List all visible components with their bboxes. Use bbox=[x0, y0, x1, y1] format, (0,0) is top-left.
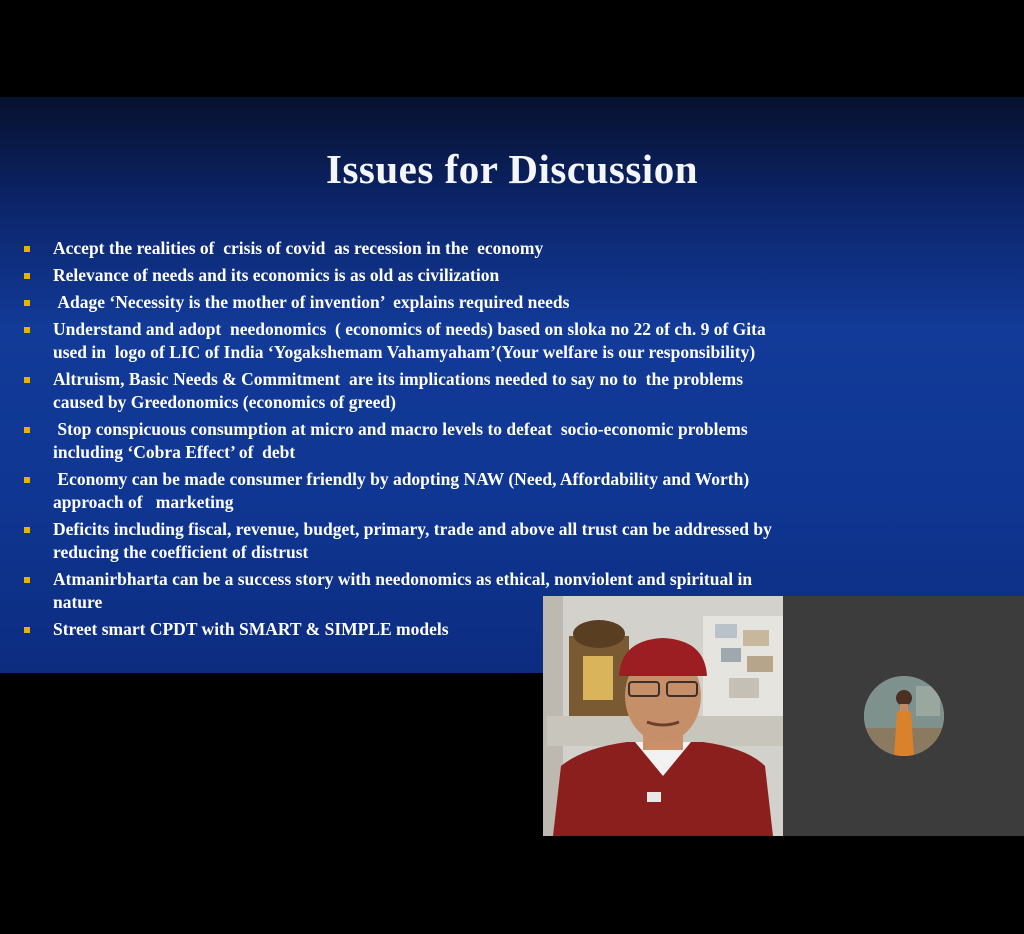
bullet-marker bbox=[24, 527, 30, 533]
bullet-text: Stop conspicuous consumption at micro and macro levels to defeat socio-economic problems including ‘Cobra Effect’ of debt bbox=[53, 419, 748, 462]
list-item bbox=[22, 468, 1012, 514]
bullet-marker bbox=[24, 627, 30, 633]
bullet-text: Economy can be made consumer friendly by adopting NAW (Need, Affordability and Worth) approach of marketing bbox=[53, 469, 750, 512]
list-item bbox=[22, 318, 1012, 364]
bullet-marker bbox=[24, 477, 30, 483]
speaker-video-tile[interactable] bbox=[543, 596, 783, 836]
list-item bbox=[22, 368, 1012, 414]
participant-avatar bbox=[864, 676, 944, 756]
speaker-video-feed bbox=[543, 596, 783, 836]
bullet-text: Adage ‘Necessity is the mother of invention’ explains required needs bbox=[53, 292, 570, 312]
participant-video-tile[interactable] bbox=[783, 596, 1024, 836]
bullet-text: Accept the realities of crisis of covid as recession in the economy bbox=[53, 238, 544, 258]
bullet-text: Relevance of needs and its economics is as old as civilization bbox=[53, 265, 500, 285]
bullet-marker bbox=[24, 427, 30, 433]
slide-title: Issues for Discussion bbox=[326, 146, 698, 192]
bullet-text: Deficits including fiscal, revenue, budget, primary, trade and above all trust can be addressed by reducing the coefficient of distrust bbox=[53, 519, 772, 562]
bullet-marker bbox=[24, 377, 30, 383]
presentation-slide bbox=[0, 97, 1024, 673]
bullet-marker bbox=[24, 300, 30, 306]
bullet-marker bbox=[24, 577, 30, 583]
bullet-marker bbox=[24, 273, 30, 279]
bullet-list bbox=[22, 237, 1012, 645]
avatar-image bbox=[864, 676, 944, 756]
bullet-text: Street smart CPDT with SMART & SIMPLE models bbox=[53, 619, 449, 639]
list-item bbox=[22, 264, 1012, 287]
list-item bbox=[22, 518, 1012, 564]
list-item bbox=[22, 237, 1012, 260]
list-item bbox=[22, 418, 1012, 464]
bullet-marker bbox=[24, 327, 30, 333]
video-tiles bbox=[543, 596, 1024, 836]
list-item bbox=[22, 291, 1012, 314]
bullet-marker bbox=[24, 246, 30, 252]
bullet-text: Understand and adopt needonomics ( economics of needs) based on sloka no 22 of ch. 9 of Gita used in logo of LIC of India ‘Yogakshemam Vahamyaham’(Your welfare is our responsibility) bbox=[53, 319, 766, 362]
bullet-text: Altruism, Basic Needs & Commitment are its implications needed to say no to the problems caused by Greedonomics (economics of greed) bbox=[53, 369, 744, 412]
bullet-text: Atmanirbharta can be a success story with needonomics as ethical, nonviolent and spiritual in nature bbox=[53, 569, 753, 612]
